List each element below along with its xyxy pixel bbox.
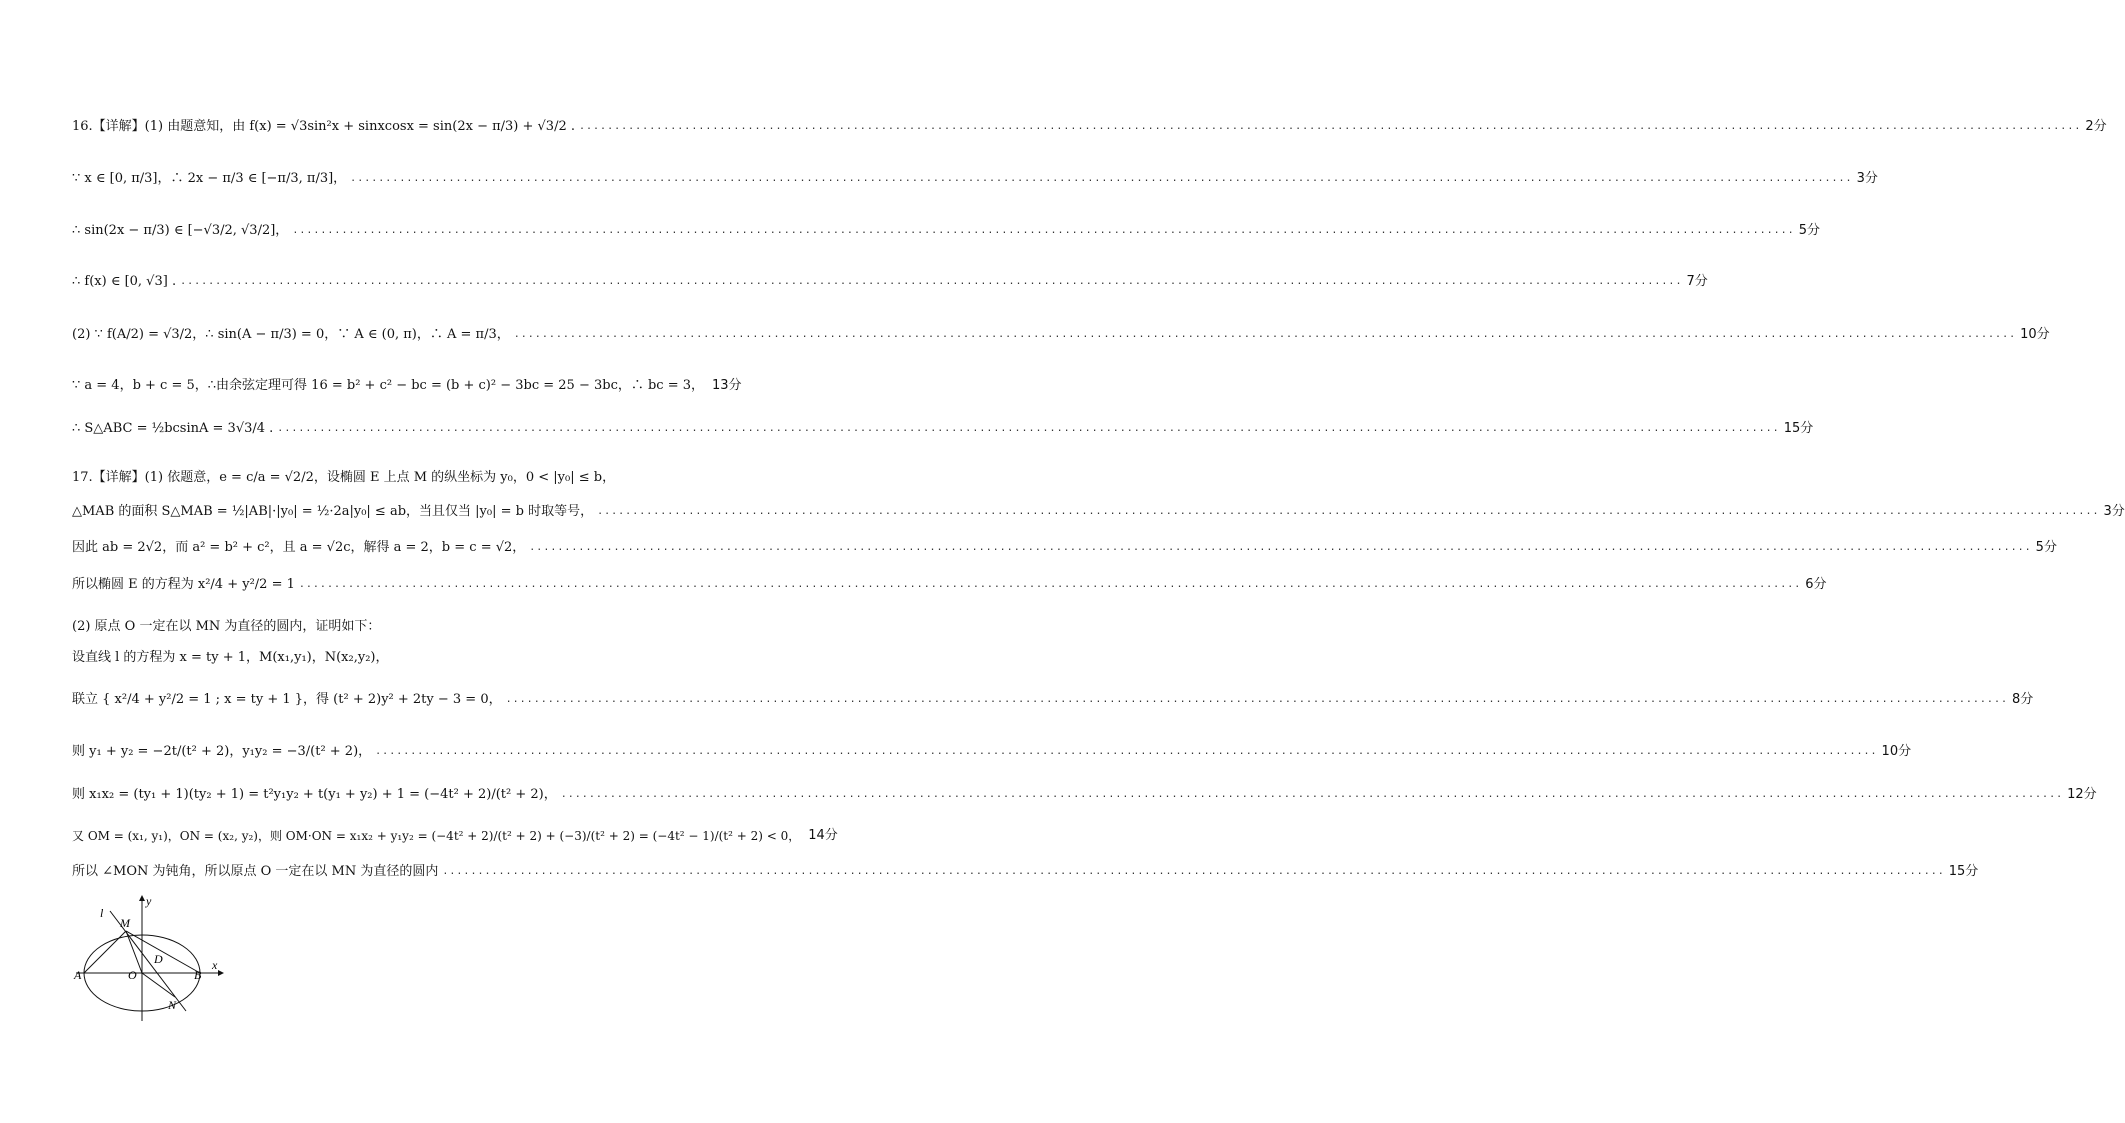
q16-line-1-text: 16.【详解】(1) 由题意知，由 f(x) = √3sin²x + sinxcosx = sin(2x − π/3) + √3/2 . (72, 119, 575, 134)
leader-dots (442, 867, 1944, 877)
q16-line-2 (72, 171, 1878, 186)
q17-line-11 (72, 864, 1979, 879)
x-axis-arrow (218, 970, 224, 976)
q17-line-8-text: 则 y₁ + y₂ = −2t/(t² + 2)，y₁y₂ = −3/(t² + 2)， (72, 744, 372, 759)
q17-line-8 (72, 744, 1912, 759)
q17-line-10-text: 又 OM = (x₁, y₁)，ON = (x₂, y₂)，则 OM·ON = x₁x₂ + y₁y₂ = (−4t² + 2)/(t² + 2) + (−3)/(t² + 2) = (−4t² − 1)/(t² + 2) < 0， (72, 828, 801, 843)
q16-line-7 (72, 421, 1814, 436)
leader-dots (529, 543, 2031, 553)
q17-line-2-text: △MAB 的面积 S△MAB = ½|AB|·|y₀| = ½·2a|y₀| ≤ ab，当且仅当 |y₀| = b 时取等号， (72, 504, 594, 519)
label-M: M (120, 916, 130, 930)
q17-line-8-score: 10分 (1881, 744, 1912, 759)
q17-line-2-score: 3分 (2103, 504, 2125, 519)
q16-line-2-score: 3分 (1856, 171, 1878, 186)
label-y: y (146, 894, 152, 908)
leader-dots (514, 330, 2016, 340)
q16-line-4-text: ∴ f(x) ∈ [0, √3] . (72, 274, 177, 289)
q16-line-4 (72, 274, 1708, 289)
q17-line-10 (72, 828, 838, 843)
q17-line-2 (72, 504, 2125, 519)
leader-dots (561, 790, 2063, 800)
q17-line-9-text: 则 x₁x₂ = (ty₁ + 1)(ty₂ + 1) = t²y₁y₂ + t(y₁ + y₂) + 1 = (−4t² + 2)/(t² + 2)， (72, 787, 557, 802)
q17-line-7 (72, 692, 2034, 707)
q17-line-3 (72, 540, 2057, 555)
q16-line-1-score: 2分 (2085, 119, 2107, 134)
q17-line-11-score: 15分 (1948, 864, 1979, 879)
q16-line-1 (72, 119, 2107, 134)
label-B: B (194, 968, 202, 982)
q16-line-6-score: 13分 (712, 378, 742, 393)
leader-dots (277, 424, 1779, 434)
q17-line-6: 设直线 l 的方程为 x = ty + 1，M(x₁,y₁)，N(x₂,y₂)， (72, 650, 389, 665)
q17-line-5: (2) 原点 O 一定在以 MN 为直径的圆内，证明如下： (72, 619, 381, 634)
q16-line-6 (72, 378, 742, 393)
label-x: x (212, 958, 218, 972)
label-D: D (154, 952, 163, 966)
y-axis-arrow (139, 895, 145, 901)
q16-line-5 (72, 327, 2050, 342)
q17-line-10-score: 14分 (808, 828, 838, 843)
leader-dots (375, 747, 1877, 757)
label-N: N (168, 998, 177, 1012)
leader-dots (180, 277, 1682, 287)
q16-line-3-text: ∴ sin(2x − π/3) ∈ [−√3/2, √3/2]， (72, 223, 289, 238)
q16-line-7-text: ∴ S△ABC = ½bcsinA = 3√3/4 . (72, 421, 274, 436)
q17-line-3-text: 因此 ab = 2√2，而 a² = b² + c²，且 a = √2c，解得 a = 2，b = c = √2， (72, 540, 526, 555)
q17-line-7-score: 8分 (2012, 692, 2034, 707)
label-A: A (74, 968, 82, 982)
leader-dots (597, 507, 2099, 517)
segment-ON (142, 973, 175, 997)
segment-MA (84, 931, 126, 973)
leader-dots (299, 580, 1801, 590)
q17-line-1: 17.【详解】(1) 依题意，e = c/a = √2/2，设椭圆 E 上点 M 的纵坐标为 y₀，0 < |y₀| ≤ b， (72, 470, 616, 485)
q16-line-5-text: (2) ∵ f(A/2) = √3/2，∴ sin(A − π/3) = 0，∵ A ∈ (0, π)，∴ A = π/3， (72, 327, 510, 342)
q17-line-7-text: 联立 { x²/4 + y²/2 = 1 ; x = ty + 1 }，得 (t² + 2)y² + 2ty − 3 = 0， (72, 692, 502, 707)
q17-line-3-score: 5分 (2035, 540, 2057, 555)
q16-line-5-score: 10分 (2020, 327, 2050, 342)
q17-line-4-score: 6分 (1805, 577, 1827, 592)
q17-line-11-text: 所以 ∠MON 为钝角，所以原点 O 一定在以 MN 为直径的圆内 (72, 864, 439, 879)
leader-dots (350, 174, 1852, 184)
label-l: l (100, 906, 104, 920)
leader-dots (292, 226, 1794, 236)
q16-line-6-text: ∵ a = 4，b + c = 5，∴由余弦定理可得 16 = b² + c² − bc = (b + c)² − 3bc = 25 − 3bc，∴ bc = 3， (72, 378, 705, 393)
q16-line-3 (72, 223, 1820, 238)
q16-line-7-score: 15分 (1783, 421, 1814, 436)
q17-line-4-text: 所以椭圆 E 的方程为 x²/4 + y²/2 = 1 (72, 577, 295, 592)
q17-line-4 (72, 577, 1827, 592)
q17-line-9-score: 12分 (2067, 787, 2097, 802)
segment-OM (126, 931, 142, 973)
leader-dots (506, 695, 2008, 705)
leader-dots (579, 122, 2081, 132)
q17-line-9 (72, 787, 2097, 802)
q16-line-4-score: 7分 (1686, 274, 1708, 289)
ellipse-diagram (70, 893, 230, 1023)
q16-line-2-text: ∵ x ∈ [0, π/3]，∴ 2x − π/3 ∈ [−π/3, π/3]， (72, 171, 347, 186)
label-O: O (128, 968, 137, 982)
q16-line-3-score: 5分 (1798, 223, 1820, 238)
